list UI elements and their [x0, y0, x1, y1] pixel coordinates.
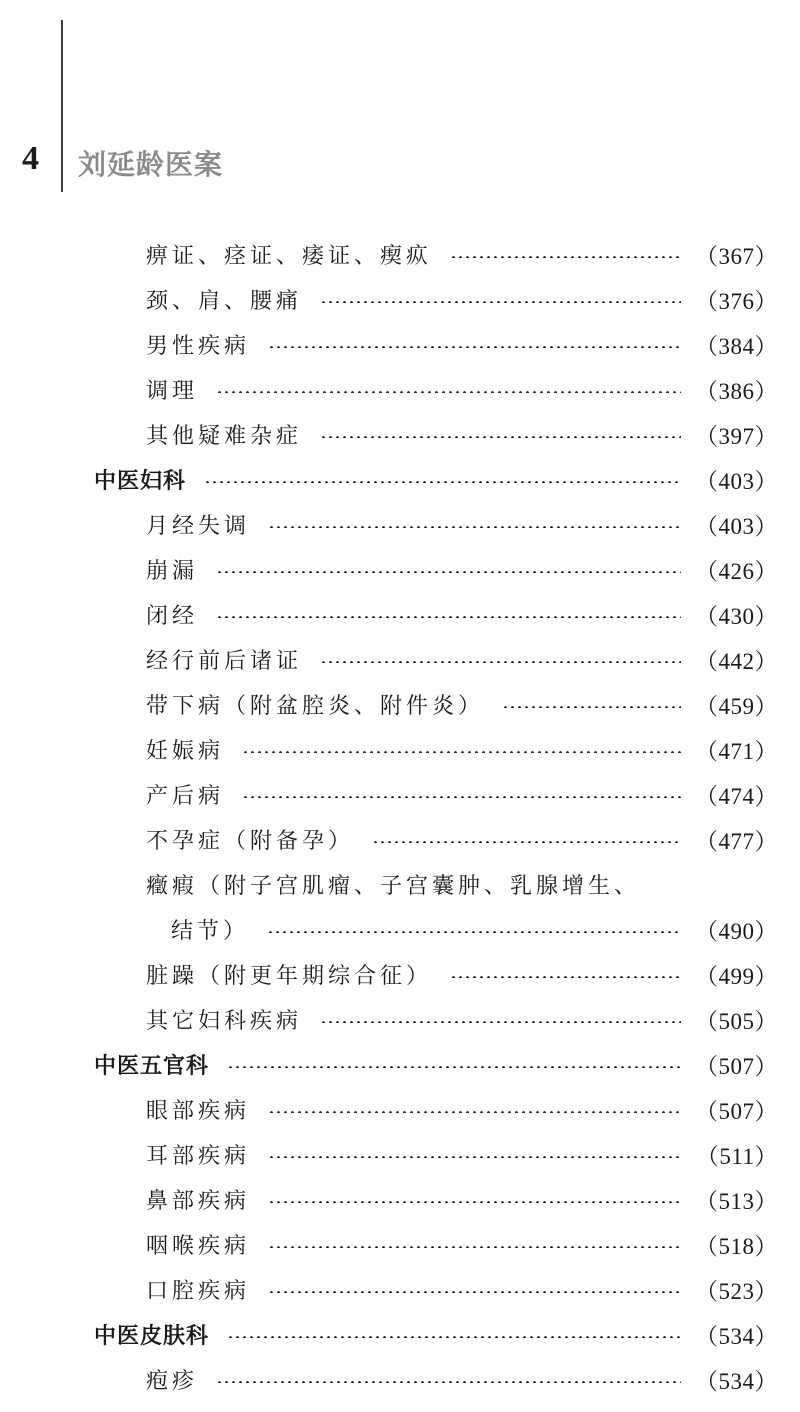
dot-leader: [242, 796, 681, 798]
page-header: [0, 0, 800, 200]
page-number: 4: [22, 140, 39, 177]
toc-entry-label: 其它妇科疾病: [146, 1009, 303, 1034]
toc-section-label: 中医五官科: [94, 1054, 210, 1079]
toc-page-number: （397）: [695, 424, 778, 449]
toc-entry-label: 口腔疾病: [146, 1279, 251, 1304]
toc-entry-row: [0, 592, 800, 637]
toc-entry-label: 眼部疾病: [146, 1099, 251, 1124]
toc-entry-row: [0, 1087, 800, 1132]
toc-entry-row: [0, 727, 800, 772]
toc-page-number: （513）: [695, 1189, 778, 1214]
header-divider: [61, 20, 63, 192]
dot-leader: [320, 436, 681, 438]
toc-entry-label: 其他疑难杂症: [146, 424, 303, 449]
toc-entry-row: [0, 1177, 800, 1222]
toc-page-number: （490）: [695, 919, 778, 944]
dot-leader: [227, 1336, 681, 1338]
toc-page-number: （403）: [695, 514, 778, 539]
toc-page-number: （507）: [695, 1099, 778, 1124]
toc-entry-label: 鼻部疾病: [146, 1189, 251, 1214]
toc-page-number: （430）: [695, 604, 778, 629]
dot-leader: [267, 931, 681, 933]
toc-entry-row: [0, 637, 800, 682]
toc-page-number: （534）: [695, 1369, 778, 1394]
toc-entry-row: [0, 502, 800, 547]
toc-page-number: （518）: [695, 1234, 778, 1259]
toc-entry-label: 不孕症（附备孕）: [146, 829, 355, 854]
toc-page-number: （499）: [695, 964, 778, 989]
toc-entry-row: [0, 952, 800, 997]
dot-leader: [320, 661, 681, 663]
toc-entry-row: [0, 1132, 800, 1177]
toc-page-number: （511）: [695, 1144, 778, 1169]
toc-section-label: 中医妇科: [94, 469, 187, 494]
toc-section-row: [0, 457, 800, 502]
toc-entry-row: [0, 682, 800, 727]
toc-entry-label: 崩漏: [146, 559, 199, 584]
toc-entry-row: [0, 907, 800, 952]
dot-leader: [268, 526, 681, 528]
toc-entry-row: [0, 322, 800, 367]
toc-entry-row: [0, 412, 800, 457]
book-title: 刘延龄医案: [78, 148, 224, 181]
dot-leader: [216, 616, 681, 618]
dot-leader: [216, 571, 681, 573]
toc-entry-label: 闭经: [146, 604, 199, 629]
toc-entry-label: 月经失调: [146, 514, 251, 539]
toc-entry-label: 经行前后诸证: [146, 649, 303, 674]
dot-leader: [216, 391, 681, 393]
toc-page-number: （386）: [695, 379, 778, 404]
dot-leader: [268, 1246, 681, 1248]
toc-entry-row: [0, 1357, 800, 1402]
toc-entry-row: [0, 1222, 800, 1267]
dot-leader: [268, 346, 681, 348]
toc-entry-row: [0, 862, 800, 907]
toc-entry-label: 痹证、痉证、痿证、瘈疭: [146, 244, 433, 269]
toc-section-label: 中医皮肤科: [94, 1324, 210, 1349]
toc-page-number: （523）: [695, 1279, 778, 1304]
dot-leader: [268, 1111, 681, 1113]
dot-leader: [372, 841, 681, 843]
toc-page-number: （403）: [695, 469, 778, 494]
toc-entry-row: [0, 232, 800, 277]
toc-entry-row: [0, 772, 800, 817]
dot-leader: [450, 976, 681, 978]
toc-entry-label: 结节）: [171, 919, 250, 944]
dot-leader: [320, 1021, 681, 1023]
toc-entry-row: [0, 547, 800, 592]
toc-entry-label: 产后病: [146, 784, 225, 809]
dot-leader: [227, 1066, 681, 1068]
toc-page-number: （507）: [695, 1054, 778, 1079]
toc-page-number: （471）: [695, 739, 778, 764]
toc-page-number: （505）: [695, 1009, 778, 1034]
dot-leader: [204, 481, 681, 483]
dot-leader: [216, 1381, 681, 1383]
toc-entry-label: 咽喉疾病: [146, 1234, 251, 1259]
toc-page-number: （367）: [695, 244, 778, 269]
toc-page-number: （534）: [695, 1324, 778, 1349]
toc-entry-row: [0, 997, 800, 1042]
toc-entry-label: 男性疾病: [146, 334, 251, 359]
toc-entry-row: [0, 817, 800, 862]
toc-page-number: （459）: [695, 694, 778, 719]
toc-section-row: [0, 1312, 800, 1357]
toc-entry-label: 耳部疾病: [146, 1144, 251, 1169]
toc-page-number: （442）: [695, 649, 778, 674]
dot-leader: [268, 1201, 681, 1203]
toc-page-number: （474）: [695, 784, 778, 809]
toc-entry-label: 癥瘕（附子宫肌瘤、子宫囊肿、乳腺增生、: [146, 874, 641, 899]
toc-entry-row: [0, 1267, 800, 1312]
toc-entry-row: [0, 367, 800, 412]
table-of-contents: [0, 232, 800, 1402]
toc-page-number: （477）: [695, 829, 778, 854]
toc-entry-label: 妊娠病: [146, 739, 225, 764]
dot-leader: [268, 1156, 682, 1158]
toc-entry-label: 疱疹: [146, 1369, 199, 1394]
toc-entry-label: 脏躁（附更年期综合征）: [146, 964, 433, 989]
dot-leader: [320, 301, 681, 303]
toc-section-row: [0, 1042, 800, 1087]
toc-entry-row: [0, 277, 800, 322]
toc-entry-label: 颈、肩、腰痛: [146, 289, 303, 314]
toc-entry-label: 带下病（附盆腔炎、附件炎）: [146, 694, 485, 719]
dot-leader: [268, 1291, 681, 1293]
dot-leader: [242, 751, 681, 753]
toc-entry-label: 调理: [146, 379, 199, 404]
dot-leader: [502, 706, 681, 708]
dot-leader: [450, 256, 681, 258]
toc-page-number: （384）: [695, 334, 778, 359]
toc-page-number: （426）: [695, 559, 778, 584]
toc-page-number: （376）: [695, 289, 778, 314]
